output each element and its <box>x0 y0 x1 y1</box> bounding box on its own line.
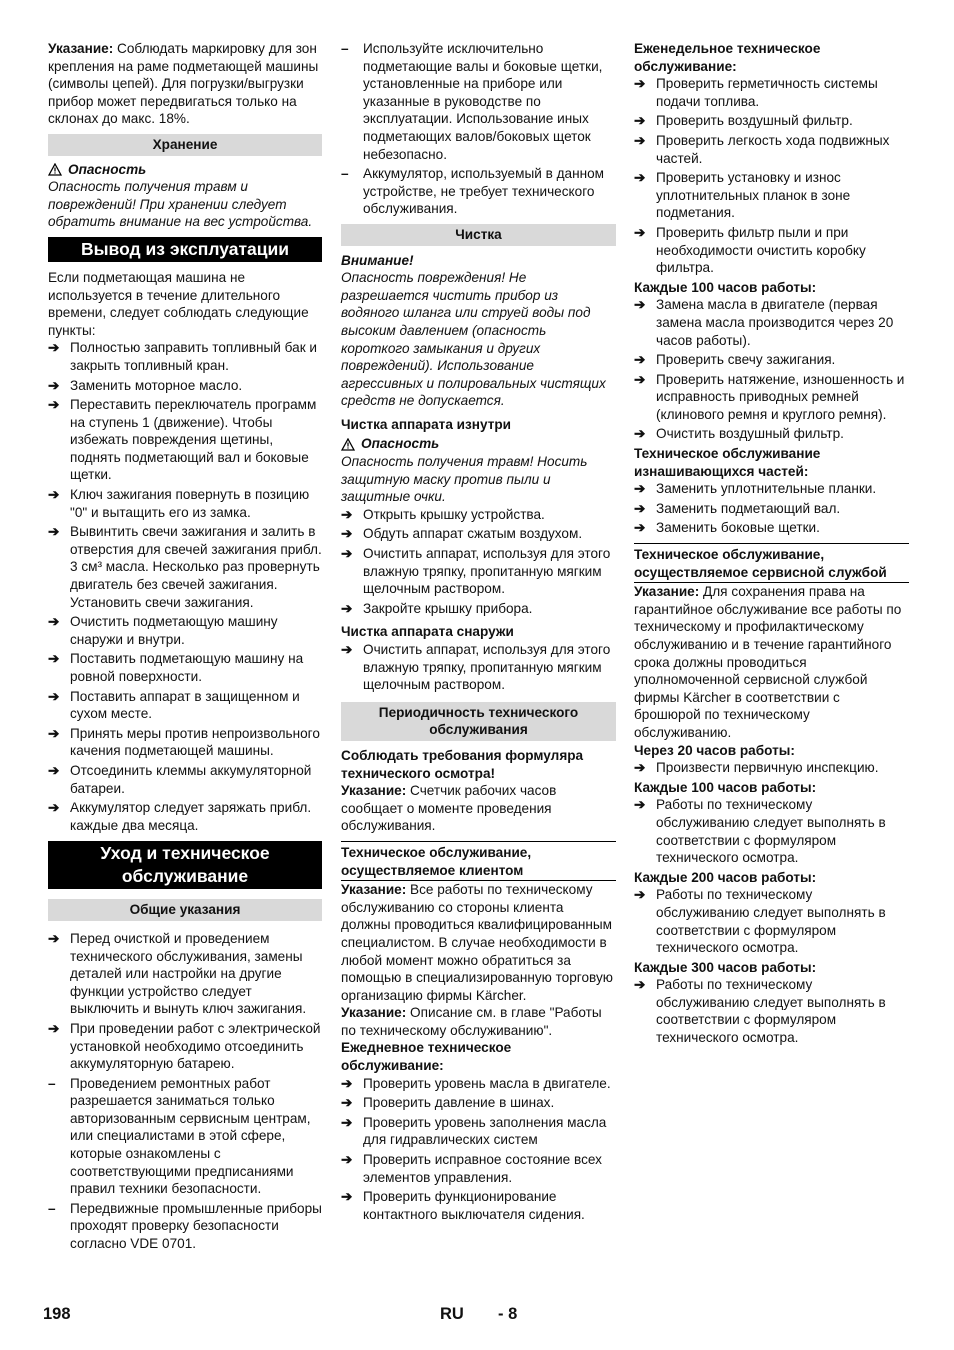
list-item-text: Заменить моторное масло. <box>70 377 243 393</box>
list-item-text: Отсоединить клеммы аккумуляторной батареи. <box>70 762 312 796</box>
dash-bullet: – <box>341 166 349 182</box>
form-heading: Соблюдать требования формуляра технического осмотра! <box>341 747 584 781</box>
list-item-text: Аккумулятор, используемый в данном устройстве, не требует технического обслуживания. <box>363 166 605 217</box>
arrow-icon: ➔ <box>634 297 646 313</box>
after20-heading: Через 20 часов работы: <box>634 742 795 758</box>
arrow-icon: ➔ <box>634 76 646 92</box>
list-item-text: Проверить фильтр пыли и при необходимости очистить коробку фильтра. <box>656 224 866 276</box>
list-item <box>634 425 909 443</box>
list-item <box>634 886 909 956</box>
s100-heading: Каждые 100 часов работы: <box>634 779 817 795</box>
arrow-icon: ➔ <box>634 797 646 813</box>
arrow-icon: ➔ <box>634 371 646 387</box>
outside-list <box>341 641 616 694</box>
arrow-icon: ➔ <box>634 481 646 497</box>
list-item-text: Используйте исключительно подметающие валы и боковые щетки, установленные на приборе или указанные в руководстве по эксплуатации. Использование иных подметающих валов/боковых щеток небезопасно. <box>363 41 603 162</box>
list-item-text: Заменить боковые щетки. <box>656 520 820 536</box>
list-item <box>634 132 909 167</box>
list-item <box>341 641 616 694</box>
arrow-icon: ➔ <box>48 397 60 413</box>
care-heading: Уход и техническое обслуживание <box>48 841 322 889</box>
arrow-icon: ➔ <box>341 1152 353 1168</box>
list-item-text: Проверить воздушный фильтр. <box>656 113 853 129</box>
service-heading: Техническое обслуживание, осуществляемое сервисной службой <box>634 546 909 583</box>
arrow-icon: ➔ <box>341 642 353 657</box>
dash-bullet: – <box>48 1200 56 1216</box>
list-item <box>48 930 322 1018</box>
weekly-heading: Еженедельное техническое обслуживание: <box>634 41 821 74</box>
arrow-icon: ➔ <box>634 224 646 240</box>
arrow-icon: ➔ <box>341 546 353 562</box>
list-item <box>634 351 909 369</box>
list-item <box>634 169 909 222</box>
list-item-text: Заменить уплотнительные планки. <box>656 481 877 497</box>
s200-heading: Каждые 200 часов работы: <box>634 869 817 885</box>
column-2 <box>341 40 616 1225</box>
outside-cleaning-heading: Чистка аппарата снаружи <box>341 624 514 640</box>
description-note: Указание: Описание см. в главе "Работы по техническому обслуживанию". <box>341 1005 602 1038</box>
list-item <box>48 762 322 797</box>
s200-list <box>634 886 909 956</box>
list-item-text: При проведении работ с электрической установкой необходимо отсоединить аккумуляторную батарею. <box>70 1020 321 1072</box>
list-item <box>634 500 909 518</box>
list-item-text: Произвести первичную инспекцию. <box>656 760 879 776</box>
list-item <box>48 339 322 374</box>
list-item <box>48 1200 322 1253</box>
list-item-text: Полностью заправить топливный бак и закрыть топливный кран. <box>70 340 318 373</box>
list-item <box>341 1151 616 1186</box>
attention-text: Опасность повреждения! Не разрешается чистить прибор из водяного шланга или струей воды под высоким давлением (опасность короткого замыкания и других повреждений). Использование агрессивных и полировальных чистящих средств не допускается. <box>341 270 606 409</box>
list-item <box>341 545 616 598</box>
list-item-text: Работы по техническому обслуживанию следует выполнять в соответствии с формуляром технического осмотра. <box>656 797 886 866</box>
storage-danger: Опасность <box>48 161 322 179</box>
arrow-icon: ➔ <box>341 600 353 616</box>
arrow-icon: ➔ <box>48 651 60 667</box>
arrow-icon: ➔ <box>48 762 60 778</box>
list-item-text: Проверить легкость хода подвижных частей. <box>656 132 890 166</box>
arrow-icon: ➔ <box>341 506 353 522</box>
list-item-text: Проверить свечу зажигания. <box>656 352 836 368</box>
list-item <box>341 1075 616 1093</box>
column-1 <box>48 40 322 1255</box>
list-item <box>634 224 909 277</box>
general-heading: Общие указания <box>48 899 322 921</box>
h100-list <box>634 296 909 443</box>
list-item <box>634 480 909 498</box>
list-item <box>48 1075 322 1198</box>
list-item-text: Проверить давление в шинах. <box>363 1095 555 1111</box>
warning-triangle-icon <box>48 163 62 176</box>
client-note: Указание: Все работы по техническому обслуживанию со стороны клиента должны проводиться квалифицированным специалистом. В случае необходимости в любой момент можно обратиться за помощью в специализированную торговую организацию фирмы Kärcher. <box>341 882 613 1003</box>
list-item <box>634 112 909 130</box>
arrow-icon: ➔ <box>48 725 60 741</box>
list-item <box>341 40 616 163</box>
list-item-text: Проверить герметичность системы подачи топлива. <box>656 76 878 109</box>
arrow-icon: ➔ <box>48 1020 60 1036</box>
arrow-icon: ➔ <box>634 977 646 993</box>
list-item-text: Проверить установку и износ уплотнительных планок в зоне подметания. <box>656 170 851 221</box>
list-item-text: Проверить уровень масла в двигателе. <box>363 1075 611 1091</box>
list-item <box>341 600 616 618</box>
list-item <box>341 165 616 218</box>
client-heading: Техническое обслуживание, осуществляемое клиентом <box>341 844 616 881</box>
arrow-icon: ➔ <box>48 688 60 704</box>
list-item <box>634 75 909 110</box>
arrow-icon: ➔ <box>634 352 646 368</box>
arrow-icon: ➔ <box>341 1095 353 1111</box>
list-item <box>634 371 909 424</box>
dash-bullet: – <box>48 1075 56 1091</box>
list-item-text: Проведением ремонтных работ разрешается заниматься только авторизованным сервисным центрам, или специалистами в этой сфере, которые ознакомлены с соответствующими предписаниями правил техники безопасности. <box>70 1075 311 1197</box>
arrow-icon: ➔ <box>48 800 60 816</box>
list-item-text: Работы по техническому обслуживанию следует выполнять в соответствии с формуляром технического осмотра. <box>656 887 886 956</box>
decommission-list <box>48 339 322 834</box>
after20-list <box>634 759 909 777</box>
arrow-icon: ➔ <box>48 340 60 356</box>
list-item-text: Заменить подметающий вал. <box>656 500 841 516</box>
list-item <box>48 396 322 484</box>
arrow-icon: ➔ <box>634 500 646 516</box>
list-item-text: Принять меры против непроизвольного качения подметающей машины. <box>70 725 320 759</box>
list-item <box>48 377 322 395</box>
arrow-icon: ➔ <box>48 377 60 393</box>
s300-heading: Каждые 300 часов работы: <box>634 959 817 975</box>
s100-list <box>634 796 909 866</box>
dash-bullet: – <box>341 41 349 56</box>
s300-list <box>634 976 909 1046</box>
list-item <box>341 1094 616 1112</box>
weekly-list <box>634 75 909 277</box>
list-item <box>341 506 616 524</box>
list-item-text: Проверить натяжение, изношенность и исправность приводных ремней (клинового ремня и круглого ремня). <box>656 371 905 422</box>
list-item <box>48 613 322 648</box>
list-item-text: Поставить подметающую машину на ровной поверхности. <box>70 651 304 684</box>
list-item <box>341 525 616 543</box>
list-item-text: Замена масла в двигателе (первая замена масла производится через 20 часов работы). <box>656 297 894 348</box>
daily-list <box>341 1075 616 1224</box>
list-item <box>48 1020 322 1073</box>
arrow-icon: ➔ <box>341 1075 353 1091</box>
list-item <box>48 725 322 760</box>
list-item <box>48 799 322 834</box>
page-number: 198 <box>43 1305 71 1323</box>
arrow-icon: ➔ <box>634 113 646 129</box>
list-item <box>48 688 322 723</box>
arrow-icon: ➔ <box>48 614 60 630</box>
list-item <box>634 796 909 866</box>
list-item-text: Проверить уровень заполнения масла для гидравлических систем <box>363 1114 607 1148</box>
list-item <box>634 296 909 349</box>
inside-danger: Опасность <box>341 435 616 453</box>
arrow-icon: ➔ <box>48 487 60 503</box>
list-item <box>634 519 909 537</box>
list-item-text: Работы по техническому обслуживанию следует выполнять в соответствии с формуляром технического осмотра. <box>656 977 886 1046</box>
decommission-heading: Вывод из эксплуатации <box>48 237 322 262</box>
arrow-icon: ➔ <box>341 1189 353 1205</box>
list-item-text: Очистить воздушный фильтр. <box>656 426 844 442</box>
attention-label: Внимание! <box>341 252 414 268</box>
service-note: Указание: Для сохранения права на гарантийное обслуживание все работы по техническому и профилактическому обслуживанию и в течение гарантийного срока должны проводиться уполномоченной сервисной службой фирмы Kärcher в соответствии с брошюрой по техническому обслуживанию. <box>634 584 902 740</box>
arrow-icon: ➔ <box>341 1114 353 1130</box>
arrow-icon: ➔ <box>634 520 646 536</box>
arrow-icon: ➔ <box>634 170 646 186</box>
list-item <box>634 976 909 1046</box>
arrow-icon: ➔ <box>634 760 646 776</box>
inside-cleaning-heading: Чистка аппарата изнутри <box>341 416 512 432</box>
sub-page-number: - 8 <box>498 1305 518 1323</box>
period-heading: Периодичность технического обслуживания <box>341 702 616 741</box>
arrow-icon: ➔ <box>341 526 353 542</box>
list-item <box>48 486 322 521</box>
list-item-text: Закройте крышку прибора. <box>363 600 533 616</box>
arrow-icon: ➔ <box>48 524 60 540</box>
list-item <box>341 1114 616 1149</box>
list-item <box>48 650 322 685</box>
list-item-text: Открыть крышку устройства. <box>363 506 545 522</box>
arrow-icon: ➔ <box>634 426 646 442</box>
h100-heading: Каждые 100 часов работы: <box>634 279 817 295</box>
list-item <box>48 523 322 611</box>
column-3 <box>634 40 909 1049</box>
service-section <box>634 543 909 583</box>
cleaning-heading: Чистка <box>341 224 616 246</box>
list-item-text: Перед очисткой и проведением технического обслуживания, замены деталей или настройки на другие функции устройство следует выключить и вынуть ключ зажигания. <box>70 930 307 1017</box>
list-item-text: Проверить функционирование контактного выключателя сидения. <box>363 1189 585 1222</box>
list-item-text: Проверить исправное состояние всех элементов управления. <box>363 1152 602 1185</box>
list-item-text: Очистить аппарат, используя для этого влажную тряпку, пропитанную мягким щелочным раствором. <box>363 546 611 597</box>
counter-note: Указание: Счетчик рабочих часов сообщает о моменте проведения обслуживания. <box>341 783 557 834</box>
storage-danger-text: Опасность получения травм и повреждений! При хранении следует обратить внимание на вес устройства. <box>48 179 313 230</box>
list-item-text: Аккумулятор следует заряжать прибл. каждые два месяца. <box>70 800 312 833</box>
loading-note: Указание: Соблюдать маркировку для зон крепления на раме подметающей машины (символы цепей). Для погрузки/выгрузки прибор может передвигаться только на склонах до макс. 18%. <box>48 41 319 127</box>
list-item <box>634 759 909 777</box>
list-item-text: Переставить переключатель программ на ступень 1 (движение). Чтобы избежать повреждения щетины, поднять подметающий вал и боковые щетки. <box>70 397 317 483</box>
general-list <box>48 930 322 1253</box>
list-item <box>341 1188 616 1223</box>
list-item-text: Поставить аппарат в защищенном и сухом месте. <box>70 688 300 722</box>
list-item-text: Очистить подметающую машину снаружи и внутри. <box>70 614 278 647</box>
wear-heading: Техническое обслуживание изнашивающихся частей: <box>634 446 821 479</box>
list-item-text: Передвижные промышленные приборы проходят проверку безопасности согласно VDE 0701. <box>70 1200 322 1252</box>
daily-heading: Ежедневное техническое обслуживание: <box>341 1040 512 1074</box>
inside-list <box>341 506 616 618</box>
list-item-text: Ключ зажигания повернуть в позицию "0" и вытащить его из замка. <box>70 487 310 520</box>
dash-list <box>341 40 616 218</box>
wear-list <box>634 480 909 537</box>
storage-heading: Хранение <box>48 134 322 156</box>
arrow-icon: ➔ <box>48 930 60 946</box>
list-item-text: Обдуть аппарат сжатым воздухом. <box>363 526 583 542</box>
decommission-intro: Если подметающая машина не используется в течение длительного времени, следует соблюдать следующие пункты: <box>48 269 309 338</box>
language-code: RU <box>440 1305 464 1323</box>
client-maintenance-section <box>341 841 616 881</box>
list-item-text: Вывинтить свечи зажигания и залить в отверстия для свечей зажигания прибл. 3 см³ масла. Несколько раз провернуть двигатель без свечей зажигания. Установить свечи зажигания. <box>70 524 322 610</box>
arrow-icon: ➔ <box>634 887 646 903</box>
warning-triangle-icon <box>341 438 355 451</box>
arrow-icon: ➔ <box>634 132 646 148</box>
list-item-text: Очистить аппарат, используя для этого влажную тряпку, пропитанную мягким щелочным раствором. <box>363 642 611 693</box>
inside-danger-text: Опасность получения травм! Носить защитную маску против пыли и защитные очки. <box>341 454 588 505</box>
